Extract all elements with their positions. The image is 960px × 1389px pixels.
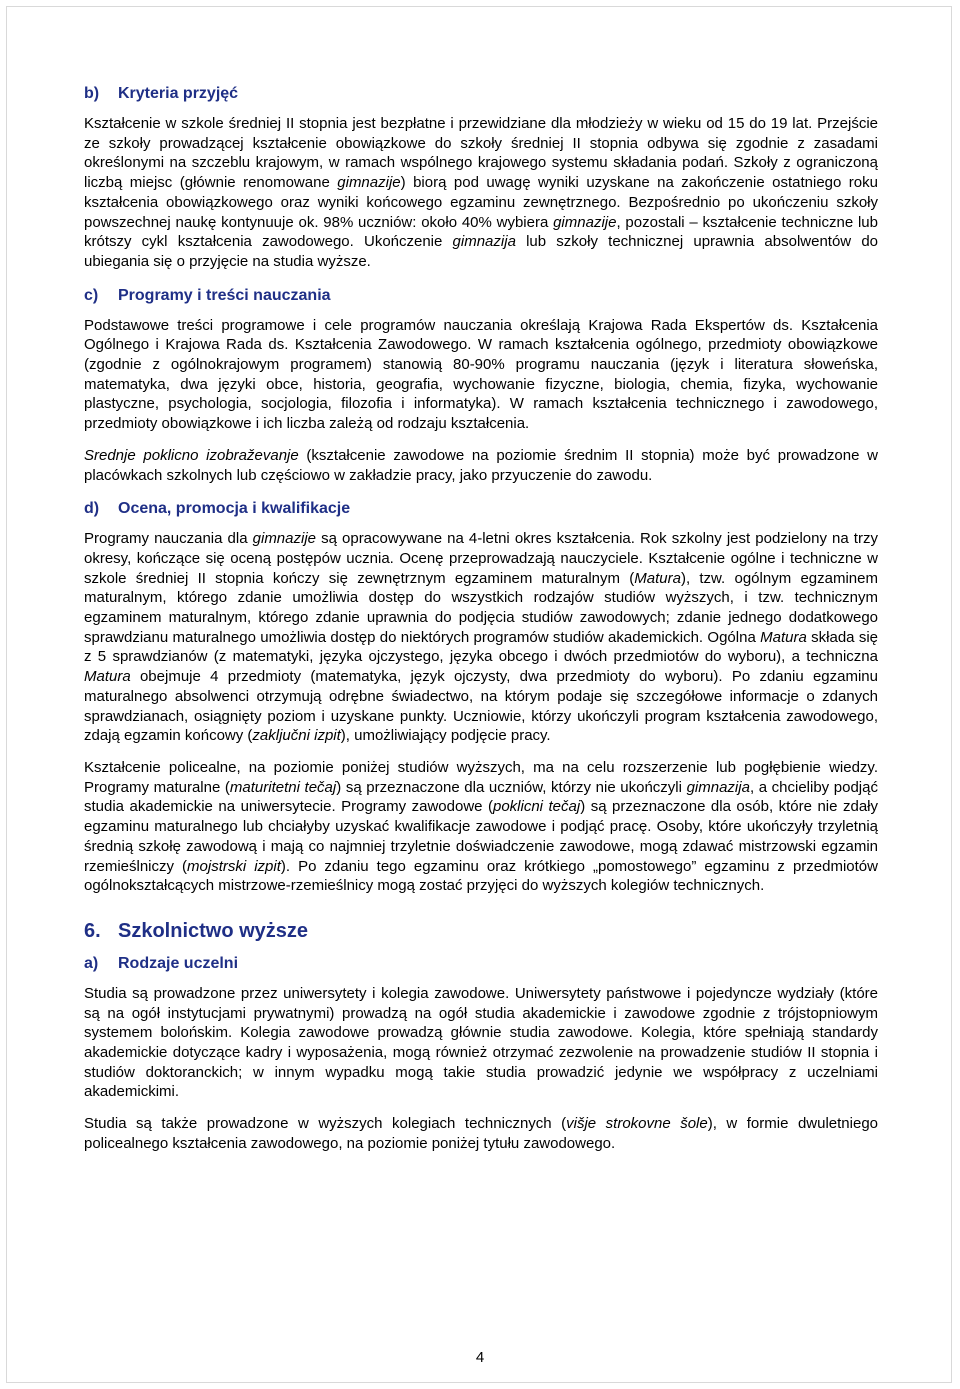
chapter-heading-szkolnictwo xyxy=(84,918,878,944)
section-heading-ocena xyxy=(84,497,878,521)
paragraph-rodzaje-2 xyxy=(84,1114,878,1153)
italic-term: maturitetni tečaj xyxy=(229,778,337,796)
section-title: Programy i treści nauczania xyxy=(118,286,331,304)
paragraph-ocena-2 xyxy=(84,758,878,896)
text-run: ), w formie dwuletniego policealnego kształcenia zawodowego, na poziomie poniżej tytułu zawodowego. xyxy=(84,1115,878,1152)
section-heading-programy xyxy=(84,284,878,308)
italic-term: gimnazije xyxy=(553,213,617,231)
italic-term: gimnazije xyxy=(337,174,401,192)
document-body xyxy=(84,82,878,1166)
text-run: składa się z 5 sprawdzianów (z matematyki, języka ojczystego, języka obcego i dwóch przedmiotów do wyboru), a techniczna xyxy=(84,628,879,666)
paragraph-programy-2 xyxy=(84,446,878,485)
page-number: 4 xyxy=(475,1349,485,1366)
section-label: b) xyxy=(84,85,100,102)
section-heading-rodzaje xyxy=(84,952,878,976)
italic-term: gimnazija xyxy=(452,233,516,251)
italic-term: mojstrski izpit xyxy=(187,857,281,875)
section-label: a) xyxy=(84,954,99,972)
text-run: ), umożliwiający podjęcie pracy. xyxy=(340,727,551,745)
section-label: d) xyxy=(84,500,100,518)
text-run: Studia są także prowadzone w wyższych kolegiach technicznych ( xyxy=(84,1115,567,1133)
italic-term: gimnazije xyxy=(252,530,317,548)
section-title: Kryteria przyjęć xyxy=(118,85,239,102)
text-run: , a chcieliby podjąć studia akademickie na uniwersytecie. Programy zawodowe ( xyxy=(84,778,878,816)
paragraph-rodzaje-1: Studia są prowadzone przez uniwersytety i kolegia zawodowe. Uniwersytety państwowe i pojedyncze wydziały (które są na ogół instytucjami prywatnymi) prowadzą na ogół studia akademickie i zawodowe zgodnie z trójstopniowym systemem bolońskim. Kolegia zawodowe prowadzą głównie studia zawodowe. Kolegia, które spełniają standardy akademickie dotyczące kadry i wyposażenia, mogą również otrzymać zezwolenie na prowadzenie studiów II stopnia i studiów doktoranckich; w innym wypadku mogą takie studia prowadzić jedynie we współpracy z uczelniami akademickimi. xyxy=(84,984,878,1101)
chapter-number: 6. xyxy=(84,919,101,942)
italic-term: Srednje poklicno izobraževanje xyxy=(84,446,299,464)
text-run: obejmuje 4 przedmioty (matematyka, język ojczysty, dwa przedmioty do wyboru). Po zdaniu egzaminu maturalnego absolwenci otrzymują odrębne świadectwo, na którym podaje się szczegółowe informacje o zdanych sprawdzianach, osiągnięty poziom i uzyskane punkty. Uczniowie, którzy ukończyli program kształcenia zawodowego, zdają egzamin końcowy ( xyxy=(84,668,878,745)
text-run: lub szkoły technicznej uprawnia absolwentów do ubiegania się o przyjęcie na studia wyższe. xyxy=(84,233,879,270)
paragraph-ocena-1 xyxy=(84,529,878,746)
section-title: Ocena, promocja i kwalifikacje xyxy=(118,500,351,518)
paragraph-programy-1: Podstawowe treści programowe i cele programów nauczania określają Krajowa Rada Ekspertów ds. Kształcenia Ogólnego i Krajowa Rada ds. Kształcenia Zawodowego. W ramach kształcenia ogólnego, przedmioty obowiązkowe (zgodnie z ogólnokrajowym programem) stanowią 80-90% programu nauczania (język i literatura słoweńska, matematyka, dwa języki obce, historia, geografia, wychowanie fizyczne, biologia, chemia, fizyka, wychowanie plastyczne, psychologia, socjologia, filozofia i informatyka). W ramach kształcenia technicznego i zawodowego, przedmioty obowiązkowe i ich liczba zależą od rodzaju kształcenia. xyxy=(84,316,878,433)
text-run: Kształcenie w szkole średniej II stopnia jest bezpłatne i przewidziane dla młodzieży w wieku od 15 do 19 lat. Przejście ze szkoły prowadzącej kształcenie obowiązkowe do szkoły średniej II stopnia odbywa się zgodnie z zasadami określonymi na szczeblu krajowym, w ramach wspólnego krajowego systemu składania podań. Szkoły z ograniczoną liczbą miejsc (głównie renomowane xyxy=(84,115,878,192)
text-run: Kształcenie policealne, na poziomie poniżej studiów wyższych, ma na celu rozszerzenie lub pogłębienie wiedzy. Programy maturalne ( xyxy=(84,758,878,796)
paragraph-kryteria xyxy=(84,114,878,272)
text-run: , pozostali – kształcenie techniczne lub krótszy cykl kształcenia zawodowego. Ukończenie xyxy=(84,213,878,251)
text-run: ) są przeznaczone dla osób, które nie zdały egzaminu maturalnego lub chciałyby uzyskać kwalifikacje zawodowe i podjąć pracę. Osoby, które ukończyły trzyletnią średnią szkołę zawodową i mają co najmniej trzyletnie doświadczenie zawodowe, mogą zdawać mistrzowski egzamin rzemieślniczy ( xyxy=(84,798,878,875)
text-run: są opracowywane na 4-letni okres kształcenia. Rok szkolny jest podzielony na trzy okresy, kończące się oceną postępów ucznia. Ocenę przeprowadzają nauczyciele. Kształcenie ogólne i techniczne w szkole średniej II stopnia kończy się zewnętrznym egzaminem maturalnym ( xyxy=(84,530,878,587)
section-label: c) xyxy=(84,286,99,304)
section-heading-kryteria xyxy=(84,82,878,106)
italic-term: višje strokovne šole xyxy=(566,1115,708,1133)
italic-term: Matura xyxy=(84,668,131,686)
italic-term: zaključni izpit xyxy=(252,727,341,745)
text-run: ). Po zdaniu tego egzaminu oraz krótkiego „pomostowego” egzaminu z przedmiotów ogólnokształcących mistrzowe-rzemieślnicy mogą zostać przyjęci do wyższych kolegiów technicznych. xyxy=(84,857,878,895)
italic-term: Matura xyxy=(634,569,681,587)
section-title: Rodzaje uczelni xyxy=(118,954,239,972)
text-run: ), tzw. ogólnym egzaminem maturalnym, którego zdanie umożliwia dostęp do wszystkich rodzajów studiów wyższych, i tzw. technicznym egzaminem maturalnym, którego zdanie uprawnia do podjęcia studiów zawodowych; zdanie jednego dodatkowego sprawdzianu maturalnego umożliwia dostęp do niektórych programów studiów akademickich. Ogólna xyxy=(84,569,878,646)
text-run: Programy nauczania dla xyxy=(84,530,253,548)
text-run: ) biorą pod uwagę wyniki uzyskane na zakończenie ostatniego roku kształcenia obowiązkowego oraz wyniki końcowego egzaminu zewnętrznego. Bezpośrednio po ukończeniu szkoły powszechnej naukę kontynuuje ok. 98% uczniów: około 40% wybiera xyxy=(84,174,878,231)
italic-term: Matura xyxy=(760,628,807,646)
italic-term: poklicni tečaj xyxy=(492,798,581,816)
italic-term: gimnazija xyxy=(686,778,750,796)
text-run: ) są przeznaczone dla uczniów, którzy nie ukończyli xyxy=(336,778,687,796)
chapter-title: Szkolnictwo wyższe xyxy=(118,919,309,942)
text-run: (kształcenie zawodowe na poziomie średnim II stopnia) może być prowadzone w placówkach szkolnych lub częściowo w zakładzie pracy, jako przyuczenie do zawodu. xyxy=(84,446,878,484)
